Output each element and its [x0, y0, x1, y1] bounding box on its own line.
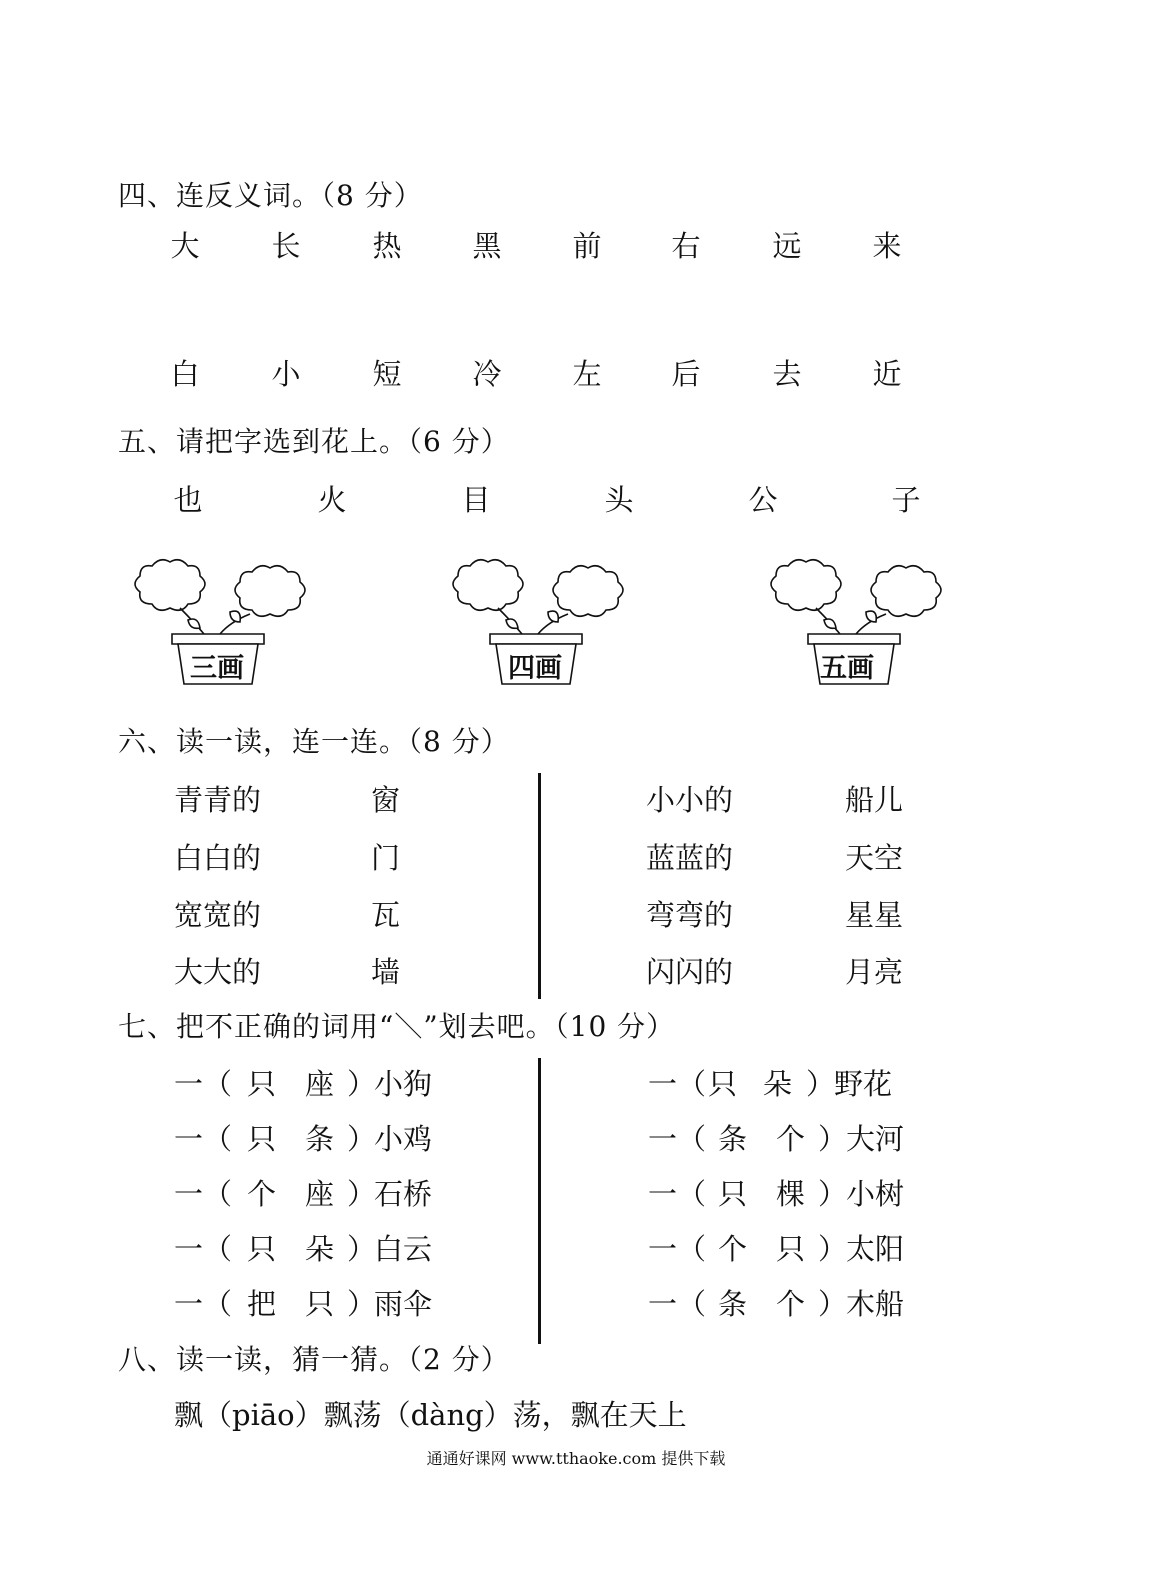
q7-prefix: 一（ — [648, 1122, 707, 1156]
q7-option-a[interactable]: 只 — [718, 1177, 748, 1211]
q7-noun: 石桥 — [374, 1177, 433, 1211]
q7-prefix: 一（ — [648, 1177, 707, 1211]
q7-noun: 小狗 — [374, 1067, 433, 1101]
q7-close: ） — [347, 1122, 377, 1156]
q6-left-adj[interactable]: 青青的 — [174, 783, 262, 817]
q4-bottom-word[interactable]: 左 — [572, 357, 602, 391]
q6-left-noun[interactable]: 门 — [371, 841, 401, 875]
q6-right-noun[interactable]: 月亮 — [845, 955, 904, 989]
footer-credit: 通通好课网 www.tthaoke.com 提供下载 — [426, 1449, 726, 1468]
q7-option-a[interactable]: 个 — [247, 1177, 277, 1211]
q7-close: ） — [347, 1067, 377, 1101]
q5-char[interactable]: 目 — [461, 483, 491, 517]
q6-right-adj[interactable]: 闪闪的 — [646, 955, 734, 989]
q7-option-b[interactable]: 座 — [305, 1177, 335, 1211]
q5-char[interactable]: 头 — [604, 483, 634, 517]
q4-top-word[interactable]: 前 — [572, 229, 602, 263]
q7-option-b[interactable]: 只 — [305, 1287, 335, 1321]
q4-top-word[interactable]: 大 — [170, 229, 200, 263]
q7-option-b[interactable]: 座 — [305, 1067, 335, 1101]
q7-option-a[interactable]: 条 — [718, 1287, 748, 1321]
q5-char[interactable]: 公 — [748, 483, 778, 517]
q7-option-b[interactable]: 条 — [305, 1122, 335, 1156]
q7-prefix: 一（ — [648, 1067, 707, 1101]
q7-option-a[interactable]: 只 — [708, 1067, 738, 1101]
q7-noun: 木船 — [846, 1287, 905, 1321]
q6-left-adj[interactable]: 大大的 — [174, 955, 262, 989]
q8-title: 八、读一读，猜一猜。（2 分） — [118, 1343, 510, 1376]
q7-option-b[interactable]: 朵 — [305, 1232, 335, 1266]
q4-bottom-word[interactable]: 白 — [170, 357, 200, 391]
q7-prefix: 一（ — [174, 1122, 233, 1156]
q6-right-noun[interactable]: 天空 — [845, 841, 904, 875]
q4-bottom-word[interactable]: 近 — [872, 357, 902, 391]
q7-prefix: 一（ — [174, 1232, 233, 1266]
q4-top-word[interactable]: 右 — [671, 229, 701, 263]
q5-title: 五、请把字选到花上。（6 分） — [118, 425, 510, 458]
q6-left-noun[interactable]: 瓦 — [371, 898, 401, 932]
q7-close: ） — [818, 1122, 848, 1156]
q7-option-a[interactable]: 条 — [718, 1122, 748, 1156]
q6-left-adj[interactable]: 宽宽的 — [174, 898, 262, 932]
q7-option-b[interactable]: 个 — [776, 1122, 806, 1156]
q7-close: ） — [806, 1067, 836, 1101]
q4-top-word[interactable]: 来 — [872, 229, 902, 263]
q4-top-word[interactable]: 远 — [772, 229, 802, 263]
q7-noun: 白云 — [374, 1232, 433, 1266]
q6-left-noun[interactable]: 窗 — [371, 783, 401, 817]
q4-top-word[interactable]: 热 — [372, 229, 402, 263]
q7-option-a[interactable]: 个 — [718, 1232, 748, 1266]
q7-option-a[interactable]: 只 — [247, 1232, 277, 1266]
q4-top-word[interactable]: 长 — [271, 229, 301, 263]
q4-title: 四、连反义词。（8 分） — [118, 179, 423, 212]
q7-close: ） — [818, 1177, 848, 1211]
q7-prefix: 一（ — [648, 1232, 707, 1266]
q7-prefix: 一（ — [174, 1177, 233, 1211]
q8-riddle: 飘（piāo）飘荡（dàng）荡，飘在天上 — [174, 1398, 687, 1432]
q4-bottom-word[interactable]: 小 — [271, 357, 301, 391]
q7-noun: 小鸡 — [374, 1122, 433, 1156]
q7-title: 七、把不正确的词用“＼”划去吧。（10 分） — [118, 1010, 676, 1043]
flower-pot-3-strokes[interactable] — [132, 556, 312, 688]
divider-line — [538, 1058, 541, 1344]
q7-close: ） — [347, 1232, 377, 1266]
q7-option-b[interactable]: 朵 — [763, 1067, 793, 1101]
flower-pot-4-strokes[interactable] — [450, 556, 630, 688]
flower-pot-5-strokes[interactable] — [768, 556, 948, 688]
q7-noun: 大河 — [846, 1122, 905, 1156]
q7-option-a[interactable]: 只 — [247, 1067, 277, 1101]
q6-right-noun[interactable]: 船儿 — [845, 783, 904, 817]
q7-option-b[interactable]: 只 — [776, 1232, 806, 1266]
q7-noun: 雨伞 — [374, 1287, 433, 1321]
q6-right-adj[interactable]: 小小的 — [646, 783, 734, 817]
q4-bottom-word[interactable]: 去 — [772, 357, 802, 391]
q7-option-a[interactable]: 只 — [247, 1122, 277, 1156]
q4-bottom-word[interactable]: 后 — [671, 357, 701, 391]
q4-bottom-word[interactable]: 短 — [372, 357, 402, 391]
q7-noun: 小树 — [846, 1177, 905, 1211]
q6-left-adj[interactable]: 白白的 — [174, 841, 262, 875]
q6-left-noun[interactable]: 墙 — [371, 955, 401, 989]
q7-prefix: 一（ — [174, 1067, 233, 1101]
q7-option-a[interactable]: 把 — [247, 1287, 277, 1321]
q7-noun: 太阳 — [846, 1232, 905, 1266]
divider-line — [538, 773, 541, 999]
q6-right-noun[interactable]: 星星 — [845, 898, 904, 932]
q7-option-b[interactable]: 棵 — [776, 1177, 806, 1211]
q7-close: ） — [818, 1232, 848, 1266]
q4-top-word[interactable]: 黑 — [472, 229, 502, 263]
q7-option-b[interactable]: 个 — [776, 1287, 806, 1321]
pot-label: 四画 — [508, 653, 562, 684]
q6-title: 六、读一读，连一连。（8 分） — [118, 725, 510, 758]
q7-close: ） — [347, 1287, 377, 1321]
pot-label: 五画 — [820, 653, 874, 684]
q5-char[interactable]: 火 — [317, 483, 347, 517]
q5-char[interactable]: 子 — [891, 483, 921, 517]
q7-close: ） — [818, 1287, 848, 1321]
pot-label: 三画 — [190, 653, 244, 684]
q7-noun: 野花 — [834, 1067, 893, 1101]
q6-right-adj[interactable]: 弯弯的 — [646, 898, 734, 932]
q7-close: ） — [347, 1177, 377, 1211]
q7-prefix: 一（ — [648, 1287, 707, 1321]
q6-right-adj[interactable]: 蓝蓝的 — [646, 841, 734, 875]
q5-char[interactable]: 也 — [173, 483, 203, 517]
q4-bottom-word[interactable]: 冷 — [472, 357, 502, 391]
q7-prefix: 一（ — [174, 1287, 233, 1321]
